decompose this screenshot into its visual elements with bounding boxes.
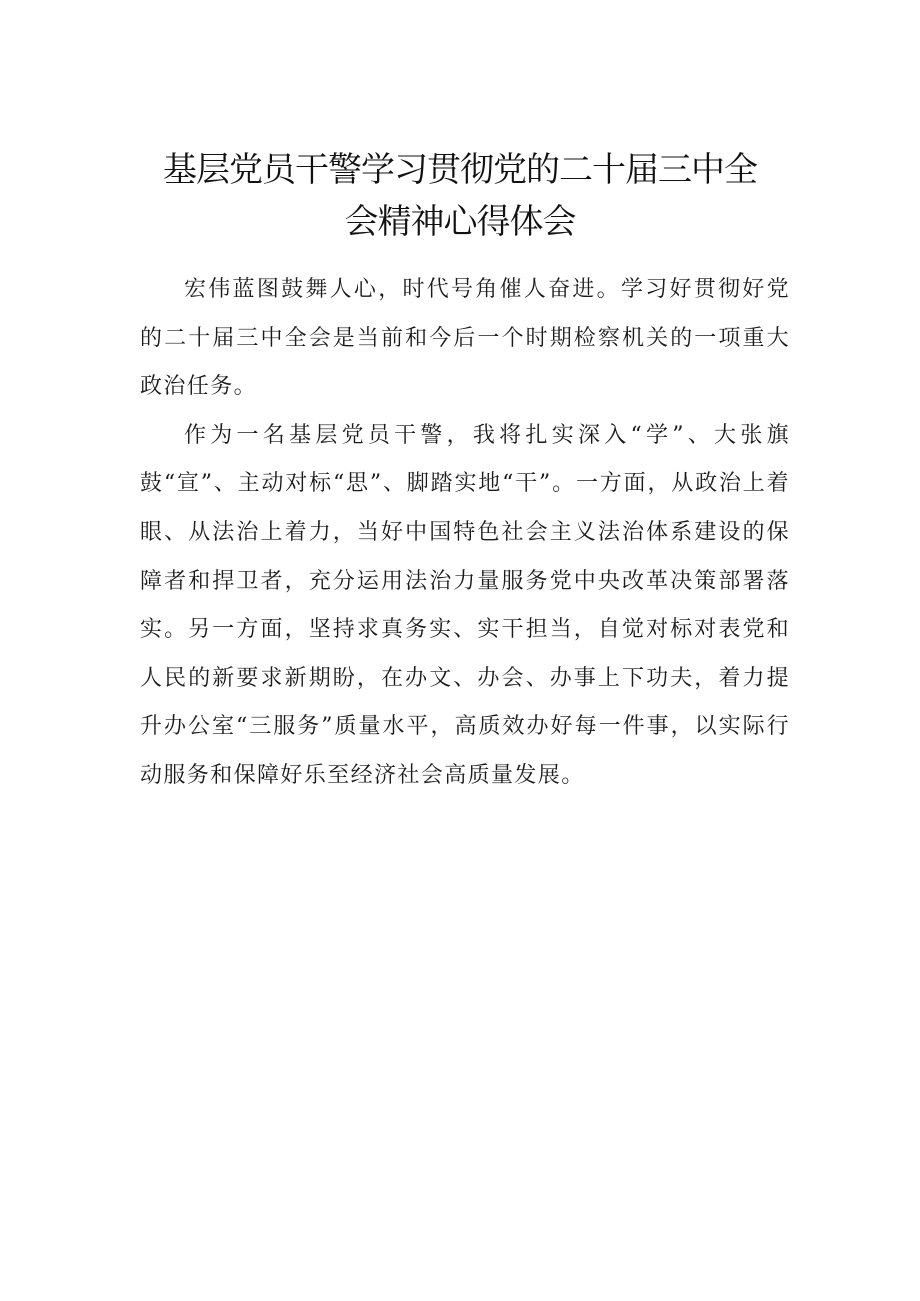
- paragraph-1: 宏伟蓝图鼓舞人心，时代号角催人奋进。学习好贯彻好党的二十届三中全会是当前和今后一个时期检察机关的一项重大政治任务。: [140, 277, 790, 400]
- title-line-1: 基层党员干警学习贯彻党的二十届三中全: [163, 150, 757, 190]
- paragraph-2: 作为一名基层党员干警，我将扎实深入“学”、大张旗鼓“宣”、主动对标“思”、脚踏实地“干”。一方面，从政治上着眼、从法治上着力，当好中国特色社会主义法治体系建设的保障者和捍卫者，充分运用法治力量服务党中央改革决策部署落实。另一方面，坚持求真务实、实干担当，自觉对标对表党和人民的新要求新期盼，在办文、办会、办事上下功夫，着力提升办公室“三服务”质量水平，高质效办好每一件事，以实际行动服务和保障好乐至经济社会高质量发展。: [140, 422, 790, 788]
- document-title: [150, 144, 770, 248]
- document-body: [140, 266, 790, 801]
- title-line-2: 会精神心得体会: [344, 202, 576, 242]
